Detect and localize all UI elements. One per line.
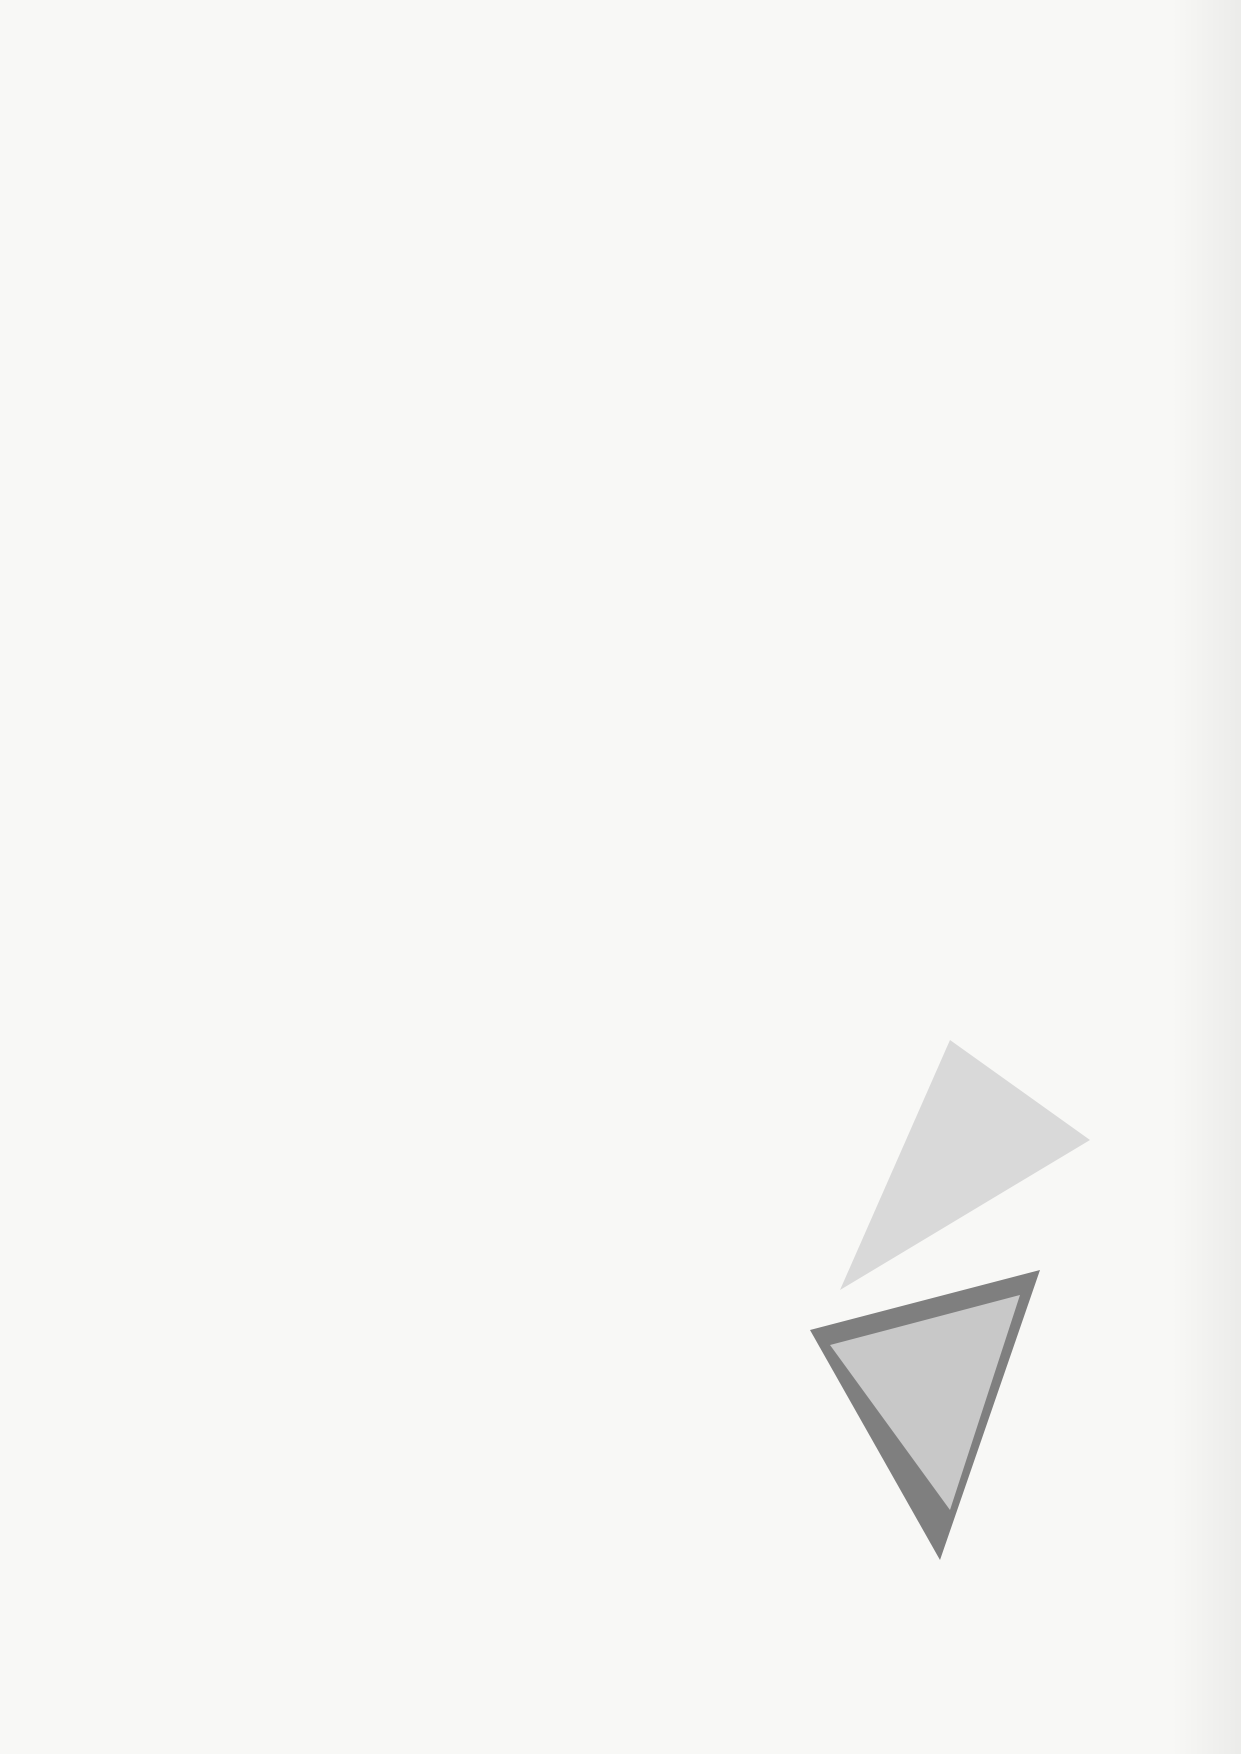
text-column-right: [795, 107, 1091, 113]
text-column-middle: [440, 107, 736, 113]
byline-graphic: [800, 1040, 1090, 1560]
byline-triangle-top: [840, 1040, 1090, 1290]
text-column-left: [100, 107, 396, 113]
